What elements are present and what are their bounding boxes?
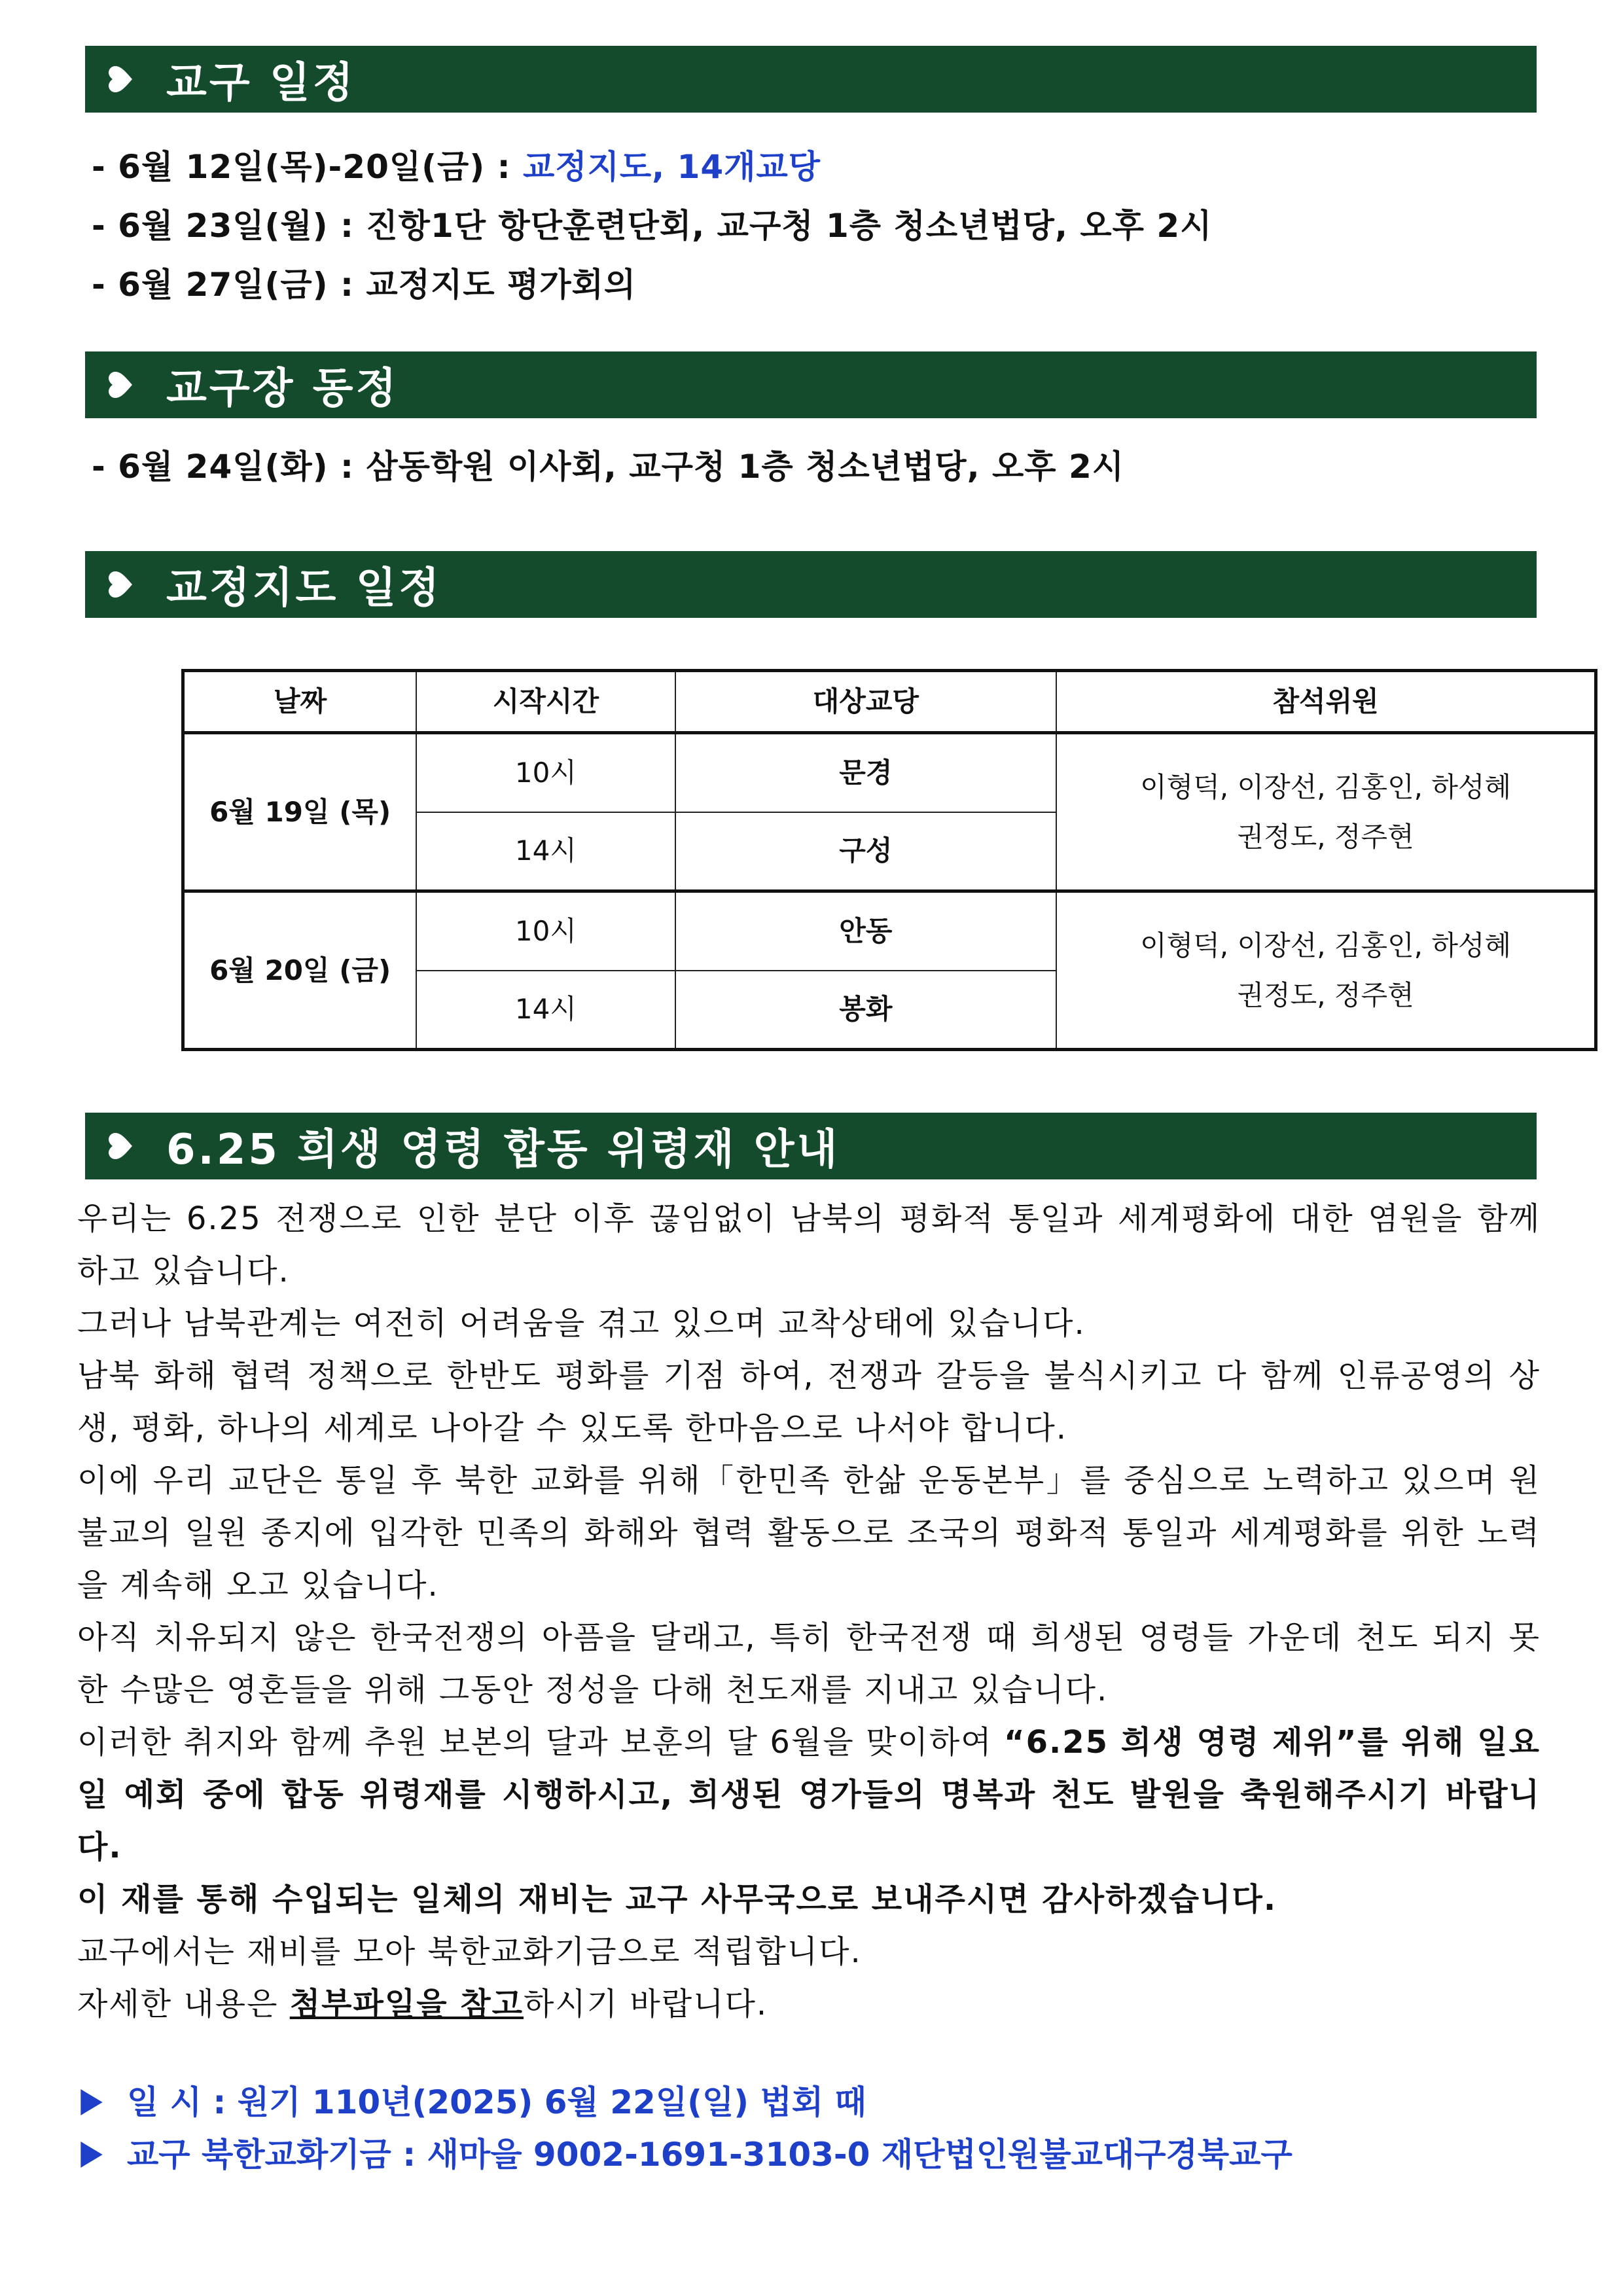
guidance-schedule-table	[181, 669, 1597, 1051]
paragraph: 자세한 내용은 첨부파일을 참고하시기 바랍니다.	[77, 1986, 768, 2022]
paragraph: 교구에서는 재비를 모아 북한교화기금으로 적립합니다.	[77, 1933, 862, 1970]
members-line: 이형덕, 이장선, 김홍인, 하성혜	[1140, 929, 1512, 961]
date-cell: 6월 20일 (금)	[183, 891, 417, 1050]
section-header-memorial	[85, 1113, 1537, 1179]
time-cell: 14시	[416, 812, 675, 891]
members-cell	[1056, 733, 1596, 891]
list-item: - 6월 27일(금) : 교정지도 평가회의	[92, 266, 637, 304]
list-item: - 6월 12일(목)-20일(금) : 교정지도, 14개교당	[92, 148, 821, 186]
list-item: - 6월 24일(화) : 삼동학원 이사회, 교구청 1층 청소년법당, 오후 2시	[92, 448, 1125, 486]
column-header-start-time: 시작시간	[416, 671, 675, 733]
district-schedule-list	[92, 137, 1531, 314]
paragraph: 이에 우리 교단은 통일 후 북한 교화를 위해「한민족 한삶 운동본부」를 중심으로 노력하고 있으며 원불교의 일원 종지에 입각한 민족의 화해와 협력 활동으로 조국의 평화적 통일과 세계평화를 위한 노력을 계속해 오고 있습니다.	[77, 1462, 1541, 1604]
date-cell: 6월 19일 (목)	[183, 733, 417, 891]
attachment-reference: 첨부파일을 참고	[289, 1986, 524, 2022]
members-cell	[1056, 891, 1596, 1050]
paragraph: 이러한 취지와 함께 추원 보본의 달과 보훈의 달 6월을 맞이하여 “6.25 희생 영령 제위”를 위해 일요일 예회 중에 합동 위령재를 시행하시고, 희생된 영가들의 명복과 천도 발원을 축원해주시기 바랍니다.	[77, 1724, 1541, 1865]
section-title: 교정지도 일정	[166, 564, 442, 613]
church-cell: 구성	[675, 812, 1057, 891]
church-cell: 문경	[675, 733, 1057, 812]
time-cell: 10시	[416, 733, 675, 812]
triangle-arrow-icon	[80, 2089, 103, 2115]
section-header-district-schedule	[85, 46, 1537, 113]
paragraph: 아직 치유되지 않은 한국전쟁의 아픔을 달래고, 특히 한국전쟁 때 희생된 영령들 가운데 천도 되지 못한 수많은 영혼들을 위해 그동안 정성을 다해 천도재를 지내고 있습니다.	[77, 1619, 1541, 1708]
members-line: 권정도, 정주현	[1237, 820, 1414, 853]
section-title: 교구 일정	[166, 59, 356, 107]
section-header-guidance-schedule	[85, 551, 1537, 618]
church-cell: 봉화	[675, 971, 1057, 1050]
paragraph: 이 재를 통해 수입되는 일체의 재비는 교구 사무국으로 보내주시면 감사하겠습니다.	[77, 1881, 1277, 1918]
section-header-head-activities	[85, 351, 1537, 418]
notice-item: 교구 북한교화기금 : 새마을 9002-1691-3103-0 재단법인원불교대구경북교구	[80, 2128, 1520, 2181]
members-line: 이형덕, 이장선, 김홍인, 하성혜	[1140, 770, 1512, 803]
time-cell: 14시	[416, 971, 675, 1050]
paragraph: 우리는 6.25 전쟁으로 인한 분단 이후 끊임없이 남북의 평화적 통일과 세계평화에 대한 염원을 함께 하고 있습니다.	[77, 1200, 1541, 1289]
memorial-notices	[80, 2076, 1520, 2181]
time-cell: 10시	[416, 891, 675, 971]
column-header-date: 날짜	[183, 671, 417, 733]
column-header-target-church: 대상교당	[675, 671, 1057, 733]
heart-bullet-icon	[105, 569, 136, 600]
emphasis-text: “6.25 희생 영령 제위”를 위해 일요일 예회 중에 합동 위령재를 시행하시고, 희생된 영가들의 명복과 천도 발원을 축원해주시기 바랍니다.	[77, 1724, 1541, 1865]
heart-bullet-icon	[105, 1130, 136, 1162]
church-cell: 안동	[675, 891, 1057, 971]
heart-bullet-icon	[105, 63, 136, 95]
head-activities-list	[92, 437, 1531, 496]
section-title: 6.25 희생 영령 합동 위령재 안내	[166, 1126, 840, 1174]
triangle-arrow-icon	[80, 2142, 103, 2168]
paragraph: 남북 화해 협력 정책으로 한반도 평화를 기점 하여, 전쟁과 갈등을 불식시키고 다 함께 인류공영의 상생, 평화, 하나의 세계로 나아갈 수 있도록 한마음으로 나서야 합니다.	[77, 1357, 1541, 1446]
column-header-members: 참석위원	[1056, 671, 1596, 733]
table-header-row	[183, 671, 1596, 733]
table-row	[183, 733, 1596, 812]
table-row	[183, 891, 1596, 971]
members-line: 권정도, 정주현	[1237, 978, 1414, 1011]
paragraph: 그러나 남북관계는 여전히 어려움을 겪고 있으며 교착상태에 있습니다.	[77, 1305, 1086, 1342]
heart-bullet-icon	[105, 369, 136, 401]
list-item: - 6월 23일(월) : 진항1단 항단훈련단회, 교구청 1층 청소년법당, 오후 2시	[92, 207, 1213, 245]
memorial-body	[77, 1193, 1541, 2030]
section-title: 교구장 동정	[166, 365, 399, 413]
notice-item: 일 시 : 원기 110년(2025) 6월 22일(일) 법회 때	[80, 2076, 1520, 2128]
